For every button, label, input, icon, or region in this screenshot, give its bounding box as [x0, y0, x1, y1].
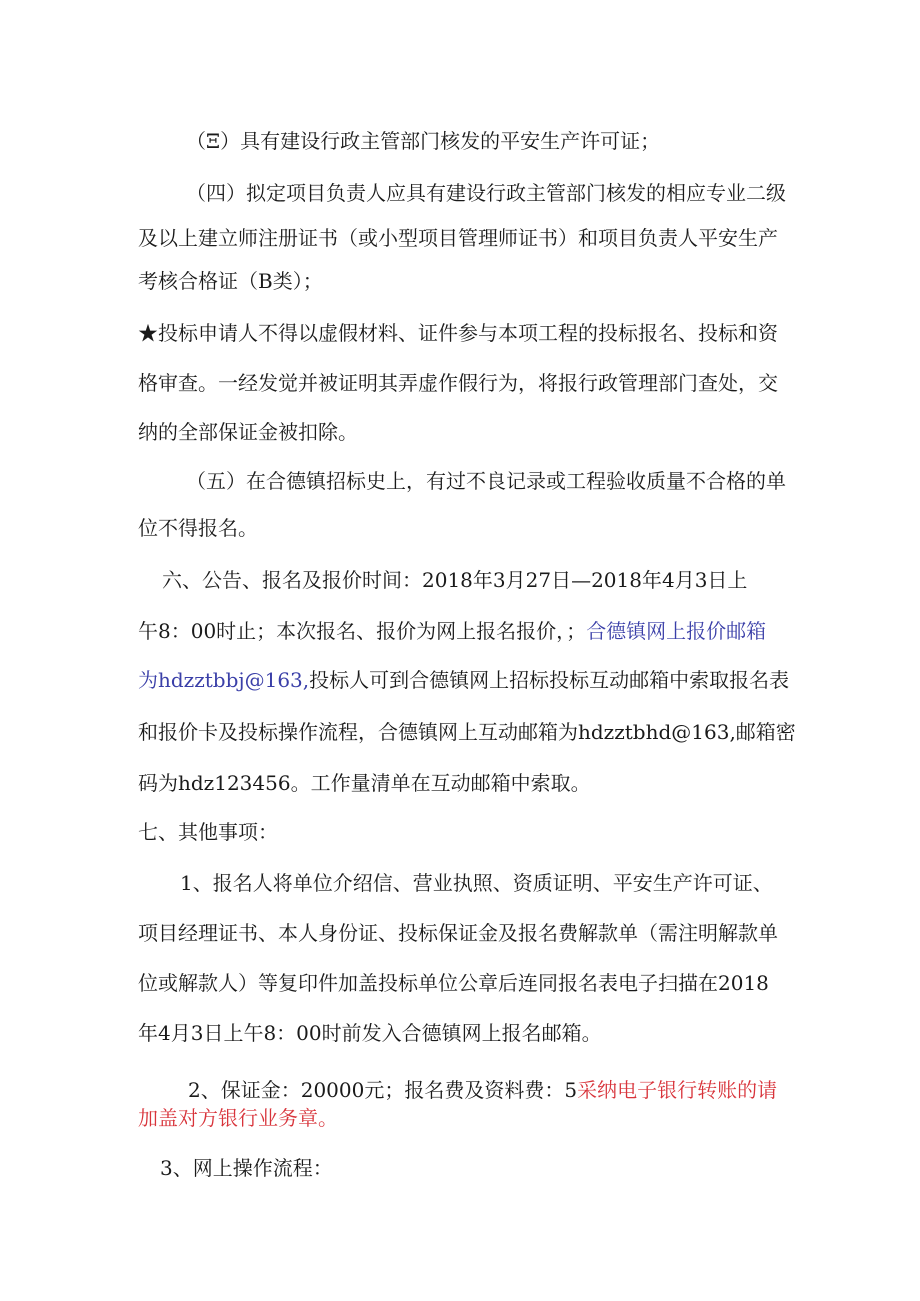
item-2-line-2: 加盖对方银行业务章。	[138, 1106, 338, 1130]
item-1-line-4: 年4月3日上午8：00时前发入合德镇网上报名邮箱。	[138, 1021, 602, 1045]
para-4-line-1: （四）拟定项目负责人应具有建设行政主管部门核发的相应专业二级	[186, 181, 786, 205]
item-1-line-3: 位或解款人）等复印件加盖投标单位公章后连同报名表电子扫描在2018	[138, 971, 769, 995]
section-6-line-4: 和报价卡及投标操作流程，合德镇网上互动邮箱为hdzztbhd@163,邮箱密	[138, 720, 796, 744]
bid-email-address[interactable]: 为hdzztbbj@163,	[138, 668, 310, 692]
item-3-line-1: 3、网上操作流程：	[160, 1156, 333, 1180]
section-6-line-3	[138, 667, 789, 693]
bid-email-label[interactable]: 合德镇网上报价邮箱	[586, 619, 767, 643]
notice-line-2: 格审查。一经发觉并被证明其弄虚作假行为，将报行政管理部门查处，交	[138, 371, 778, 395]
item-2-line-1-text: 2、保证金：20000元；报名费及资料费：5	[188, 1078, 578, 1102]
section-6-line-5: 码为hdz123456。工作量清单在互动邮箱中索取。	[138, 771, 591, 795]
item-1-line-2: 项目经理证书、本人身份证、投标保证金及报名费解款单（需注明解款单	[138, 921, 778, 945]
item-2-note-red: 采纳电子银行转账的请	[577, 1078, 778, 1102]
para-4-line-2: 及以上建立师注册证书（或小型项目管理师证书）和项目负责人平安生产	[138, 226, 778, 250]
notice-line-3: 纳的全部保证金被扣除。	[138, 420, 358, 444]
notice-line-1: ★投标申请人不得以虚假材料、证件参与本项工程的投标报名、投标和资	[138, 321, 778, 345]
section-6-line-2-text: 午8：00时止；本次报名、报价为网上报名报价，；	[138, 619, 587, 643]
para-3-line-1: （Ξ）具有建设行政主管部门核发的平安生产许可证；	[186, 129, 661, 153]
section-6-line-1: 六、公告、报名及报价时间：2018年3月27日—2018年4月3日上	[162, 568, 748, 592]
para-5-line-1: （五）在合德镇招标史上，有过不良记录或工程验收质量不合格的单	[186, 469, 786, 493]
item-1-line-1: 1、报名人将单位介绍信、营业执照、资质证明、平安生产许可证、	[180, 871, 773, 895]
item-2-line-1	[188, 1077, 777, 1103]
para-5-line-2: 位不得报名。	[138, 516, 258, 540]
section-6-line-2	[138, 618, 766, 644]
section-6-line-3-text: 投标人可到合德镇网上招标投标互动邮箱中索取报名表	[309, 668, 790, 692]
para-4-line-3: 考核合格证（B类）；	[138, 269, 323, 293]
section-7-title: 七、其他事项：	[138, 820, 278, 844]
